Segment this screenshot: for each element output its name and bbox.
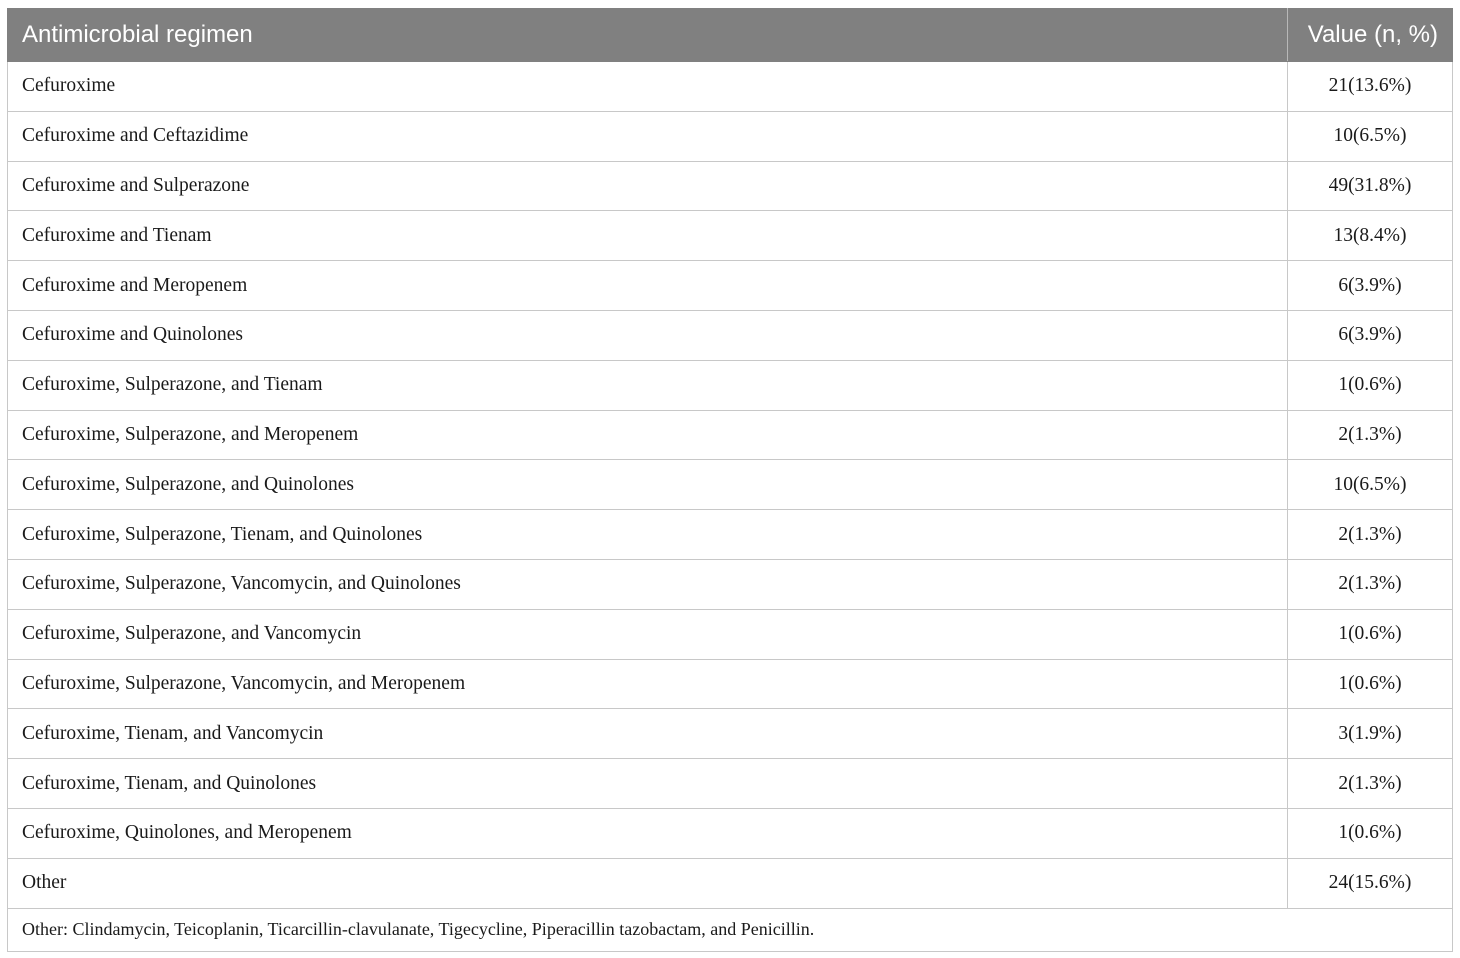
table-row bbox=[8, 510, 1453, 560]
regimen-cell: Cefuroxime, Tienam, and Vancomycin bbox=[8, 709, 1288, 759]
value-cell: 10(6.5%) bbox=[1288, 111, 1453, 161]
value-cell: 2(1.3%) bbox=[1288, 759, 1453, 809]
regimen-cell: Cefuroxime, Quinolones, and Meropenem bbox=[8, 808, 1288, 858]
value-cell: 1(0.6%) bbox=[1288, 808, 1453, 858]
value-cell: 2(1.3%) bbox=[1288, 559, 1453, 609]
table-row bbox=[8, 410, 1453, 460]
table-row bbox=[8, 709, 1453, 759]
regimen-cell: Cefuroxime, Sulperazone, Tienam, and Quinolones bbox=[8, 510, 1288, 560]
table-row bbox=[8, 360, 1453, 410]
regimen-cell: Cefuroxime, Sulperazone, Vancomycin, and Quinolones bbox=[8, 559, 1288, 609]
value-cell: 10(6.5%) bbox=[1288, 460, 1453, 510]
value-cell: 2(1.3%) bbox=[1288, 510, 1453, 560]
regimen-cell: Cefuroxime, Sulperazone, and Vancomycin bbox=[8, 609, 1288, 659]
regimen-cell: Cefuroxime and Meropenem bbox=[8, 261, 1288, 311]
table-row bbox=[8, 609, 1453, 659]
regimen-cell: Cefuroxime, Sulperazone, Vancomycin, and Meropenem bbox=[8, 659, 1288, 709]
regimen-cell: Cefuroxime, Sulperazone, and Tienam bbox=[8, 360, 1288, 410]
regimen-cell: Cefuroxime and Sulperazone bbox=[8, 161, 1288, 211]
regimen-cell: Other bbox=[8, 858, 1288, 908]
antimicrobial-regimen-table bbox=[7, 8, 1453, 952]
table-row bbox=[8, 62, 1453, 112]
table-row bbox=[8, 460, 1453, 510]
value-cell: 2(1.3%) bbox=[1288, 410, 1453, 460]
value-cell: 49(31.8%) bbox=[1288, 161, 1453, 211]
table-row bbox=[8, 310, 1453, 360]
table-footnote: Other: Clindamycin, Teicoplanin, Ticarcillin-clavulanate, Tigecycline, Piperacillin tazobactam, and Penicillin. bbox=[8, 908, 1453, 951]
table-row bbox=[8, 808, 1453, 858]
value-cell: 1(0.6%) bbox=[1288, 659, 1453, 709]
table-row bbox=[8, 111, 1453, 161]
value-cell: 6(3.9%) bbox=[1288, 261, 1453, 311]
regimen-cell: Cefuroxime, Sulperazone, and Quinolones bbox=[8, 460, 1288, 510]
table-row bbox=[8, 659, 1453, 709]
antimicrobial-table-container bbox=[7, 8, 1452, 952]
value-cell: 13(8.4%) bbox=[1288, 211, 1453, 261]
regimen-cell: Cefuroxime bbox=[8, 62, 1288, 112]
value-cell: 24(15.6%) bbox=[1288, 858, 1453, 908]
table-row bbox=[8, 759, 1453, 809]
regimen-cell: Cefuroxime, Sulperazone, and Meropenem bbox=[8, 410, 1288, 460]
regimen-cell: Cefuroxime and Quinolones bbox=[8, 310, 1288, 360]
table-row bbox=[8, 211, 1453, 261]
table-header-row bbox=[8, 9, 1453, 62]
table-row bbox=[8, 161, 1453, 211]
value-cell: 3(1.9%) bbox=[1288, 709, 1453, 759]
table-row bbox=[8, 261, 1453, 311]
regimen-cell: Cefuroxime and Tienam bbox=[8, 211, 1288, 261]
table-row bbox=[8, 858, 1453, 908]
value-cell: 1(0.6%) bbox=[1288, 609, 1453, 659]
table-footnote-row bbox=[8, 908, 1453, 951]
table-row bbox=[8, 559, 1453, 609]
value-cell: 6(3.9%) bbox=[1288, 310, 1453, 360]
regimen-cell: Cefuroxime and Ceftazidime bbox=[8, 111, 1288, 161]
header-regimen: Antimicrobial regimen bbox=[8, 9, 1288, 62]
regimen-cell: Cefuroxime, Tienam, and Quinolones bbox=[8, 759, 1288, 809]
value-cell: 21(13.6%) bbox=[1288, 62, 1453, 112]
value-cell: 1(0.6%) bbox=[1288, 360, 1453, 410]
header-value: Value (n, %) bbox=[1288, 9, 1453, 62]
